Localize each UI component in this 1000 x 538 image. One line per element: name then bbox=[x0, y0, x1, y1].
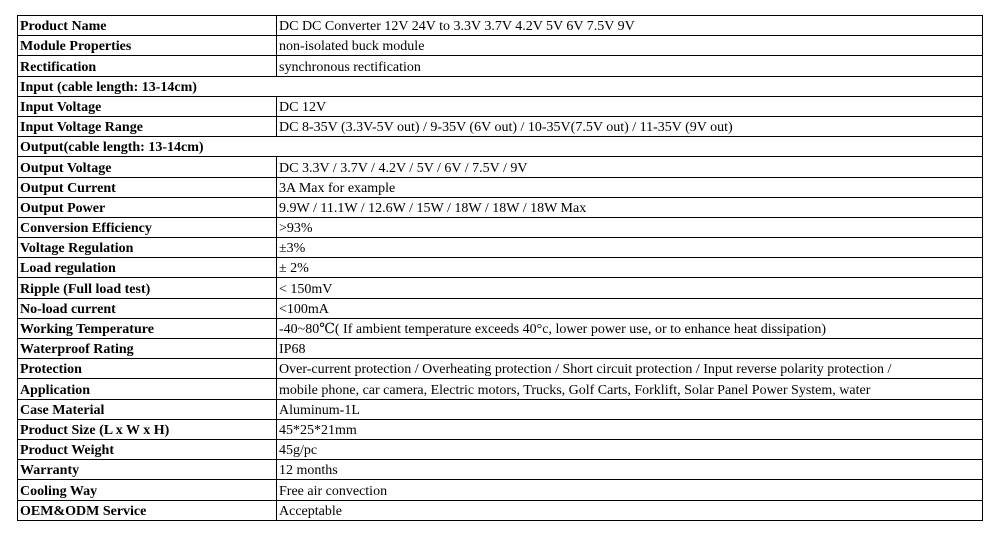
spec-label: Waterproof Rating bbox=[18, 339, 277, 359]
spec-label: Load regulation bbox=[18, 258, 277, 278]
spec-row bbox=[18, 298, 983, 318]
spec-row bbox=[18, 16, 983, 36]
spec-label: Protection bbox=[18, 359, 277, 379]
spec-value: IP68 bbox=[277, 339, 983, 359]
section-header-row bbox=[18, 76, 983, 96]
spec-row bbox=[18, 339, 983, 359]
spec-value: ±3% bbox=[277, 238, 983, 258]
spec-value: 45g/pc bbox=[277, 439, 983, 459]
spec-value: mobile phone, car camera, Electric motors, Trucks, Golf Carts, Forklift, Solar Panel Power System, water bbox=[277, 379, 983, 399]
spec-row bbox=[18, 238, 983, 258]
spec-label: Working Temperature bbox=[18, 318, 277, 338]
spec-value: >93% bbox=[277, 217, 983, 237]
spec-row bbox=[18, 318, 983, 338]
spec-row bbox=[18, 96, 983, 116]
spec-label: Application bbox=[18, 379, 277, 399]
spec-row bbox=[18, 359, 983, 379]
spec-row bbox=[18, 36, 983, 56]
spec-row bbox=[18, 480, 983, 500]
spec-label: Ripple (Full load test) bbox=[18, 278, 277, 298]
spec-row bbox=[18, 460, 983, 480]
spec-label: OEM&ODM Service bbox=[18, 500, 277, 520]
spec-value: synchronous rectification bbox=[277, 56, 983, 76]
spec-label: Cooling Way bbox=[18, 480, 277, 500]
spec-value: <100mA bbox=[277, 298, 983, 318]
spec-row bbox=[18, 278, 983, 298]
spec-value: 9.9W / 11.1W / 12.6W / 15W / 18W / 18W / 18W Max bbox=[277, 197, 983, 217]
spec-row bbox=[18, 500, 983, 520]
spec-value: DC 12V bbox=[277, 96, 983, 116]
spec-row bbox=[18, 439, 983, 459]
spec-value: 3A Max for example bbox=[277, 177, 983, 197]
spec-label: Conversion Efficiency bbox=[18, 217, 277, 237]
spec-row bbox=[18, 258, 983, 278]
spec-value: DC DC Converter 12V 24V to 3.3V 3.7V 4.2V 5V 6V 7.5V 9V bbox=[277, 16, 983, 36]
spec-value: Acceptable bbox=[277, 500, 983, 520]
spec-value: 45*25*21mm bbox=[277, 419, 983, 439]
spec-value: -40~80℃( If ambient temperature exceeds 40°c, lower power use, or to enhance heat dissipation) bbox=[277, 318, 983, 338]
spec-label: No-load current bbox=[18, 298, 277, 318]
spec-label: Output Current bbox=[18, 177, 277, 197]
spec-row bbox=[18, 419, 983, 439]
spec-value: DC 8-35V (3.3V-5V out) / 9-35V (6V out) / 10-35V(7.5V out) / 11-35V (9V out) bbox=[277, 116, 983, 136]
spec-table bbox=[17, 15, 983, 521]
spec-value: non-isolated buck module bbox=[277, 36, 983, 56]
spec-value: DC 3.3V / 3.7V / 4.2V / 5V / 6V / 7.5V / 9V bbox=[277, 157, 983, 177]
spec-row bbox=[18, 157, 983, 177]
spec-table-body bbox=[18, 16, 983, 521]
section-header-row bbox=[18, 137, 983, 157]
spec-value: Over-current protection / Overheating protection / Short circuit protection / Input reverse polarity protection / bbox=[277, 359, 983, 379]
spec-label: Product Size (L x W x H) bbox=[18, 419, 277, 439]
spec-row bbox=[18, 56, 983, 76]
spec-row bbox=[18, 399, 983, 419]
spec-row bbox=[18, 379, 983, 399]
spec-value: ± 2% bbox=[277, 258, 983, 278]
spec-label: Voltage Regulation bbox=[18, 238, 277, 258]
spec-row bbox=[18, 116, 983, 136]
spec-value: < 150mV bbox=[277, 278, 983, 298]
spec-row bbox=[18, 197, 983, 217]
spec-label: Product Name bbox=[18, 16, 277, 36]
spec-value: Aluminum-1L bbox=[277, 399, 983, 419]
section-header: Input (cable length: 13-14cm) bbox=[18, 76, 983, 96]
spec-label: Output Power bbox=[18, 197, 277, 217]
spec-label: Case Material bbox=[18, 399, 277, 419]
section-header: Output(cable length: 13-14cm) bbox=[18, 137, 983, 157]
spec-row bbox=[18, 177, 983, 197]
spec-label: Input Voltage Range bbox=[18, 116, 277, 136]
spec-row bbox=[18, 217, 983, 237]
spec-value: Free air convection bbox=[277, 480, 983, 500]
spec-label: Product Weight bbox=[18, 439, 277, 459]
spec-label: Rectification bbox=[18, 56, 277, 76]
spec-label: Warranty bbox=[18, 460, 277, 480]
spec-label: Module Properties bbox=[18, 36, 277, 56]
spec-label: Output Voltage bbox=[18, 157, 277, 177]
spec-label: Input Voltage bbox=[18, 96, 277, 116]
spec-value: 12 months bbox=[277, 460, 983, 480]
